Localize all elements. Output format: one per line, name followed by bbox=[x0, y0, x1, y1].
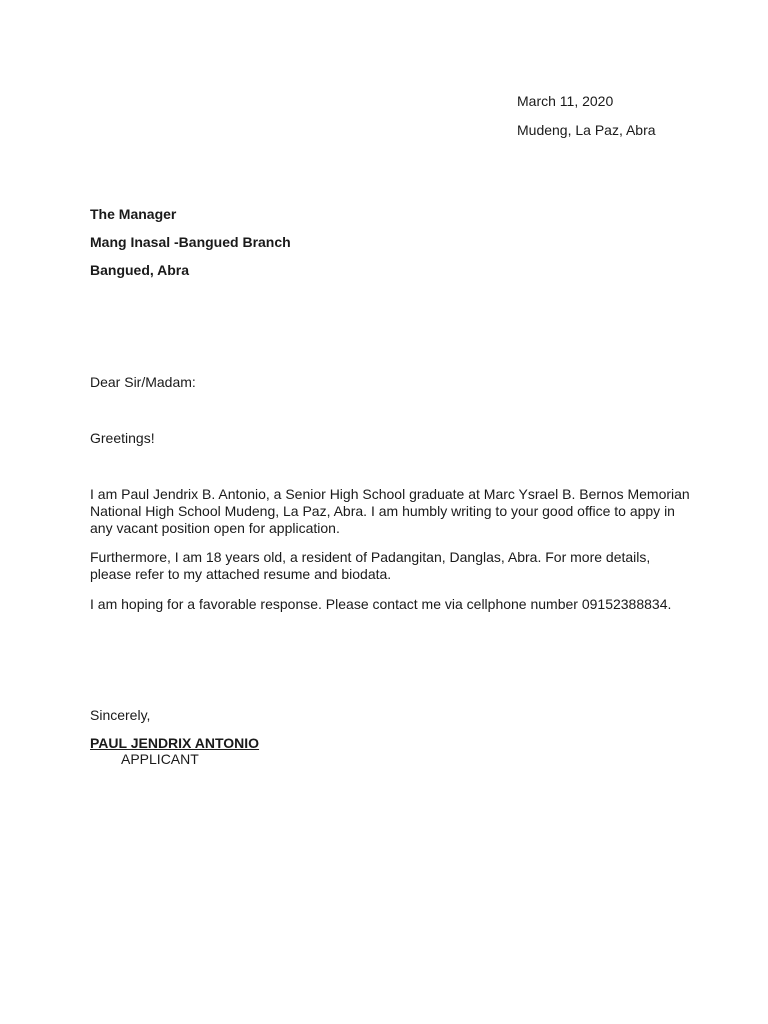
recipient-company: Mang Inasal -Bangued Branch bbox=[90, 234, 291, 250]
recipient-address: Bangued, Abra bbox=[90, 262, 190, 278]
body-paragraph-details: Furthermore, I am 18 years old, a resident of Padangitan, Danglas, Abra. For more details, please refer to my attached resume and biodata. bbox=[90, 549, 651, 582]
salutation: Dear Sir/Madam: bbox=[90, 374, 196, 390]
signatory-role: APPLICANT bbox=[121, 751, 199, 767]
body-paragraph-intro: I am Paul Jendrix B. Antonio, a Senior High School graduate at Marc Ysrael B. Bernos Memorian National High School Mudeng, La Paz, Abra. I am humbly writing to your good office to appy in any vacant position open for application. bbox=[90, 486, 690, 536]
body-paragraph-closing: I am hoping for a favorable response. Please contact me via cellphone number 09152388834. bbox=[90, 596, 672, 612]
recipient-title: The Manager bbox=[90, 206, 177, 222]
letter-date: March 11, 2020 bbox=[517, 93, 614, 109]
sender-address: Mudeng, La Paz, Abra bbox=[517, 122, 656, 138]
greeting: Greetings! bbox=[90, 430, 155, 446]
valediction: Sincerely, bbox=[90, 707, 151, 723]
signatory-name: PAUL JENDRIX ANTONIO bbox=[90, 735, 260, 751]
